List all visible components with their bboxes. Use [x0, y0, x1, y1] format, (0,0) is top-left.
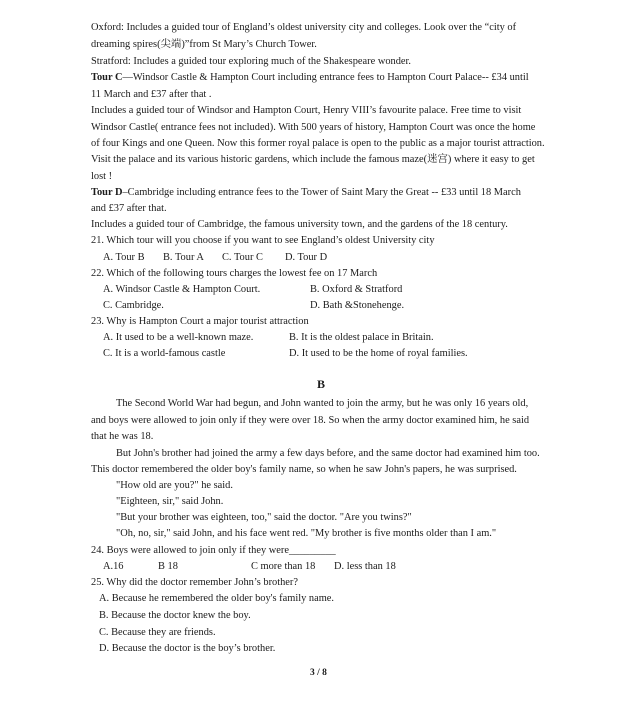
- q25-option-a: A. Because he remembered the older boy's family name.: [99, 593, 334, 604]
- q23-option-b: B. It is the oldest palace in Britain.: [289, 332, 434, 343]
- passage-b-line: But John's brother had joined the army a few days before, and the same doctor had examined him too.: [116, 448, 540, 459]
- tour-c-text: —Windsor Castle & Hampton Court including entrance fees to Hampton Court Palace-- £34 until: [122, 72, 529, 83]
- section-b-heading: B: [317, 377, 326, 391]
- q23-option-d: D. It used to be the home of royal families.: [289, 348, 468, 359]
- q24-option-b: B 18: [158, 561, 178, 572]
- passage-b-line: and boys were allowed to join only if they were over 18. So when the army doctor examined him, he said: [91, 415, 530, 426]
- q22-option-a: A. Windsor Castle & Hampton Court.: [103, 284, 261, 295]
- tour-d-text: –Cambridge including entrance fees to the Tower of Saint Mary the Great -- £33 until 18 March: [122, 187, 521, 198]
- question-21: 21. Which tour will you choose if you want to see England’s oldest University city: [91, 235, 435, 246]
- question-25: 25. Why did the doctor remember John’s brother?: [91, 577, 298, 588]
- passage-b-line: This doctor remembered the older boy's family name, so when he saw John's papers, he was surprised.: [91, 464, 517, 475]
- q21-option-a: A. Tour B: [103, 252, 145, 263]
- passage-b-line: that he was 18.: [91, 431, 154, 442]
- tour-d-label: Tour D: [91, 187, 123, 198]
- question-23: 23. Why is Hampton Court a major tourist attraction: [91, 316, 309, 327]
- passage-b-line: "Eighteen, sir," said John.: [116, 496, 224, 507]
- passage-line: Stratford: Includes a guided tour exploring much of the Shakespeare wonder.: [91, 56, 411, 67]
- q22-option-b: B. Oxford & Stratford: [310, 284, 403, 295]
- q24-option-a: A.16: [103, 561, 124, 572]
- passage-line: Includes a guided tour of Windsor and Hampton Court, Henry VIII’s favourite palace. Free time to visit: [91, 105, 522, 116]
- q21-option-d: D. Tour D: [285, 252, 328, 263]
- q22-option-c: C. Cambridge.: [103, 300, 164, 311]
- passage-b-line: "But your brother was eighteen, too," said the doctor. "Are you twins?": [116, 512, 412, 523]
- passage-line: 11 March and £37 after that .: [91, 89, 212, 100]
- tour-c-line: [91, 71, 529, 84]
- q24-option-d: D. less than 18: [334, 561, 396, 572]
- tour-c-label: Tour C: [91, 72, 123, 83]
- q23-option-c: C. It is a world-famous castle: [103, 348, 226, 359]
- q23-option-a: A. It used to be a well-known maze.: [103, 332, 254, 343]
- passage-line: and £37 after that.: [91, 203, 167, 214]
- passage-b-line: "Oh, no, sir," said John, and his face went red. "My brother is five months older than I am.": [116, 528, 497, 539]
- q25-option-b: B. Because the doctor knew the boy.: [99, 610, 251, 621]
- passage-b-line: "How old are you?" he said.: [116, 480, 233, 491]
- page-number: 3 / 8: [310, 668, 327, 678]
- question-22: 22. Which of the following tours charges the lowest fee on 17 March: [91, 268, 378, 279]
- question-24: 24. Boys were allowed to join only if they were_________: [91, 545, 336, 556]
- passage-line: Oxford: Includes a guided tour of England’s oldest university city and colleges. Look over the “city of: [91, 22, 517, 33]
- passage-line: Windsor Castle( entrance fees not included). With 500 years of history, Hampton Court was once the home: [91, 122, 536, 133]
- passage-b-line: The Second World War had begun, and John wanted to join the army, but he was only 16 years old,: [116, 398, 529, 409]
- q25-option-c: C. Because they are friends.: [99, 627, 216, 638]
- q21-option-c: C. Tour C: [222, 252, 263, 263]
- passage-line: Visit the palace and its various historic gardens, which include the famous maze(迷宫) where it easy to get: [91, 154, 535, 165]
- q21-option-b: B. Tour A: [163, 252, 204, 263]
- passage-line: Includes a guided tour of Cambridge, the famous university town, and the gardens of the 18 century.: [91, 219, 508, 230]
- passage-line: of four Kings and one Queen. Now this former royal palace is open to the public as a major tourist attraction.: [91, 138, 545, 149]
- passage-line: lost !: [91, 171, 113, 182]
- q22-option-d: D. Bath &Stonehenge.: [310, 300, 405, 311]
- passage-line: dreaming spires(尖端)”from St Mary’s Church Tower.: [91, 39, 317, 50]
- q24-option-c: C more than 18: [251, 561, 316, 572]
- q25-option-d: D. Because the doctor is the boy’s brother.: [99, 643, 276, 654]
- tour-d-line: [91, 186, 521, 199]
